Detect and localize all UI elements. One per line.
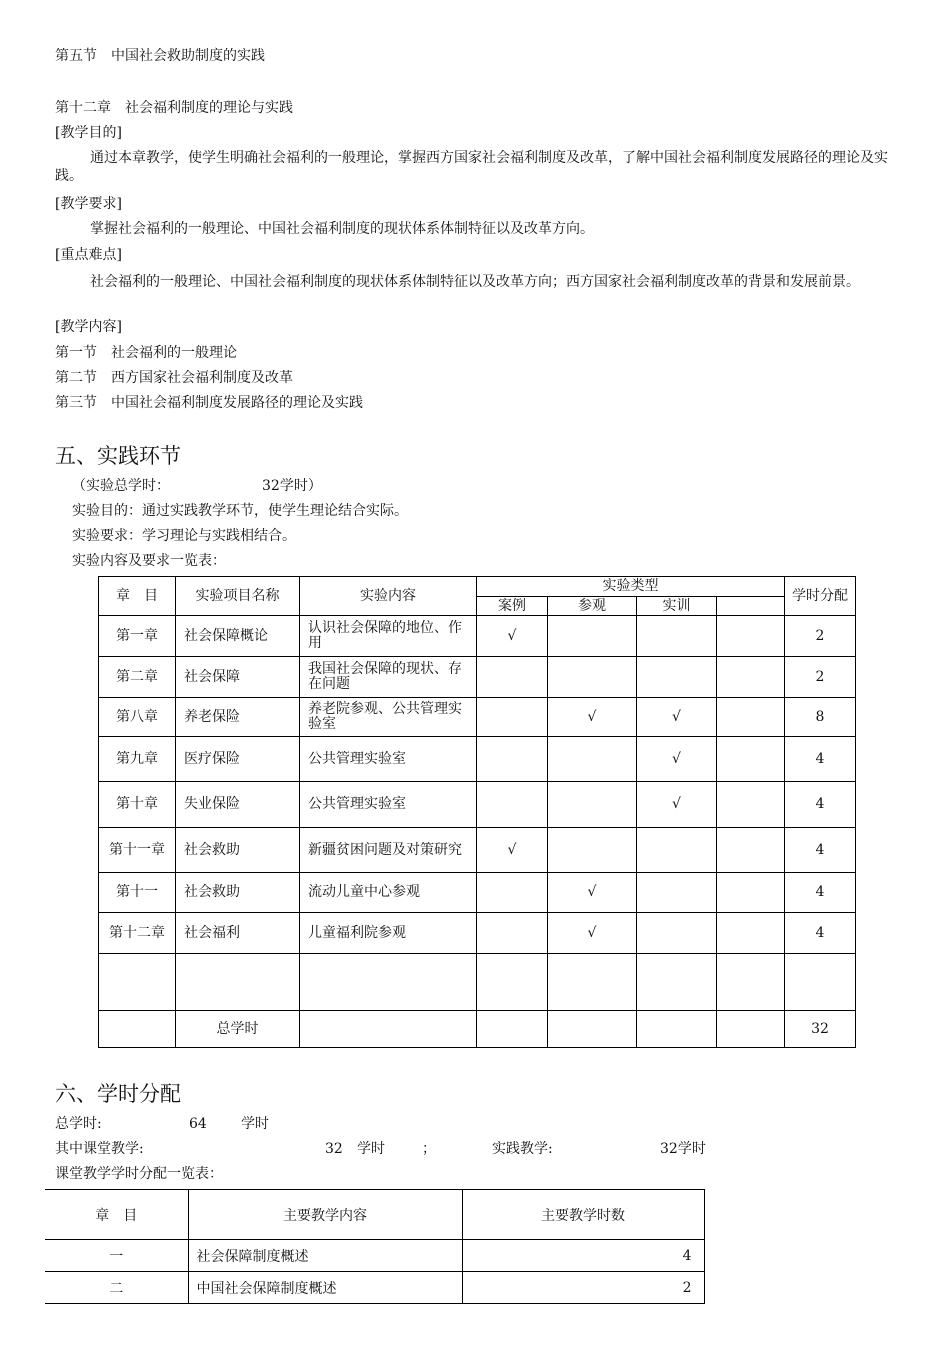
class-list-label: 课堂教学学时分配一览表： [55, 1166, 223, 1182]
table-row [99, 873, 856, 913]
row-project: 社会保障概论 [176, 616, 300, 657]
row-content: 养老院参观、公共管理实验室 [300, 698, 477, 737]
practice-total-value: 32学时） [262, 478, 322, 494]
row-visit-mark: √ [548, 698, 637, 737]
class-header-hours: 主要教学时数 [462, 1190, 704, 1240]
practice-purpose: 实验目的：通过实践教学环节，使学生理论结合实际。 [72, 503, 408, 519]
row-chapter: 第八章 [99, 698, 176, 737]
table-row [99, 657, 856, 698]
class-header-content: 主要教学内容 [188, 1190, 462, 1240]
header-type: 实验类型 [477, 577, 785, 597]
class-hours-label: 其中课堂教学: [55, 1141, 144, 1157]
row-train-mark [637, 657, 717, 698]
row-hours: 2 [785, 616, 856, 657]
row-empty-type [717, 828, 785, 873]
hours-heading: 六、学时分配 [55, 1082, 181, 1106]
content-label: [教学内容] [55, 319, 122, 335]
header-empty [717, 597, 785, 616]
class-row-chapter: 一 [45, 1240, 188, 1272]
row-hours: 4 [785, 782, 856, 828]
hours-total-label: 总学时: [55, 1116, 102, 1132]
row-content: 公共管理实验室 [300, 737, 477, 782]
class-header-chapter: 章 目 [45, 1190, 188, 1240]
row-empty-type [717, 873, 785, 913]
row-case-mark [477, 782, 548, 828]
row-empty-type [717, 698, 785, 737]
row-visit-mark [548, 616, 637, 657]
row-visit-mark [548, 782, 637, 828]
section-3-line: 第三节 中国社会福利制度发展路径的理论及实践 [55, 395, 363, 411]
row-train-mark: √ [637, 782, 717, 828]
table-row-blank [99, 954, 856, 1011]
row-chapter: 第十二章 [99, 913, 176, 954]
row-visit-mark: √ [548, 873, 637, 913]
row-train-mark [637, 913, 717, 954]
class-row-hours: 4 [462, 1240, 704, 1272]
header-hours: 学时分配 [785, 577, 856, 616]
row-hours: 4 [785, 913, 856, 954]
row-project: 社会救助 [176, 873, 300, 913]
class-row-hours: 2 [462, 1272, 704, 1304]
requirement-text: 掌握社会福利的一般理论、中国社会福利制度的现状体系体制特征以及改革方向。 [90, 221, 594, 237]
row-empty-type [717, 782, 785, 828]
class-row-content: 中国社会保障制度概述 [188, 1272, 462, 1304]
row-empty-type [717, 657, 785, 698]
row-visit-mark: √ [548, 913, 637, 954]
practice-total-label: （实验总学时： [72, 478, 170, 494]
table-row [45, 1240, 704, 1272]
row-content: 公共管理实验室 [300, 782, 477, 828]
table-row [99, 828, 856, 873]
row-content: 儿童福利院参观 [300, 913, 477, 954]
class-hours-value: 32 [325, 1141, 343, 1157]
row-hours: 4 [785, 737, 856, 782]
row-chapter: 第九章 [99, 737, 176, 782]
chapter-12-title: 第十二章 社会福利制度的理论与实践 [55, 100, 293, 116]
key-points-text: 社会福利的一般理论、中国社会福利制度的现状体系体制特征以及改革方向；西方国家社会福利制度改革的背景和发展前景。 [90, 274, 860, 290]
row-chapter: 第十章 [99, 782, 176, 828]
row-project: 医疗保险 [176, 737, 300, 782]
section-2-line: 第二节 西方国家社会福利制度及改革 [55, 370, 293, 386]
row-case-mark [477, 737, 548, 782]
row-chapter: 第十一章 [99, 828, 176, 873]
header-content: 实验内容 [300, 577, 477, 616]
total-label: 总学时 [176, 1011, 300, 1048]
table-row [99, 737, 856, 782]
practice-table [98, 576, 856, 1048]
row-case-mark [477, 657, 548, 698]
table-row [99, 698, 856, 737]
row-hours: 4 [785, 828, 856, 873]
row-train-mark [637, 616, 717, 657]
section-5-line: 第五节 中国社会救助制度的实践 [55, 48, 265, 64]
row-train-mark: √ [637, 737, 717, 782]
row-project: 社会保障 [176, 657, 300, 698]
practice-hours-label: 实践教学: [492, 1141, 553, 1157]
requirement-label: [教学要求] [55, 196, 122, 212]
hours-total-value: 64 [189, 1116, 207, 1132]
table-row [45, 1272, 704, 1304]
total-hours: 32 [785, 1011, 856, 1048]
row-chapter: 第二章 [99, 657, 176, 698]
header-visit: 参观 [548, 597, 637, 616]
row-visit-mark [548, 657, 637, 698]
header-chapter: 章 目 [99, 577, 176, 616]
hours-separator: ； [422, 1141, 436, 1157]
row-empty-type [717, 616, 785, 657]
row-content: 新疆贫困问题及对策研究 [300, 828, 477, 873]
header-case: 案例 [477, 597, 548, 616]
row-train-mark [637, 873, 717, 913]
class-hours-table [45, 1189, 705, 1304]
row-content: 我国社会保障的现状、存在问题 [300, 657, 477, 698]
row-case-mark: √ [477, 828, 548, 873]
class-hours-unit: 学时 [357, 1141, 385, 1157]
row-hours: 8 [785, 698, 856, 737]
class-row-content: 社会保障制度概述 [188, 1240, 462, 1272]
hours-total-unit: 学时 [241, 1116, 269, 1132]
header-project: 实验项目名称 [176, 577, 300, 616]
row-train-mark: √ [637, 698, 717, 737]
header-train: 实训 [637, 597, 717, 616]
row-empty-type [717, 913, 785, 954]
row-case-mark: √ [477, 616, 548, 657]
table-row [99, 913, 856, 954]
practice-heading: 五、实践环节 [55, 444, 181, 468]
row-visit-mark [548, 737, 637, 782]
row-chapter: 第十一 [99, 873, 176, 913]
table-row [99, 782, 856, 828]
row-empty-type [717, 737, 785, 782]
row-case-mark [477, 913, 548, 954]
row-hours: 2 [785, 657, 856, 698]
row-project: 社会福利 [176, 913, 300, 954]
row-project: 失业保险 [176, 782, 300, 828]
row-content: 认识社会保障的地位、作用 [300, 616, 477, 657]
practice-list-label: 实验内容及要求一览表： [72, 553, 226, 569]
class-row-chapter: 二 [45, 1272, 188, 1304]
practice-hours-value: 32学时 [660, 1141, 706, 1157]
row-case-mark [477, 873, 548, 913]
row-project: 社会救助 [176, 828, 300, 873]
row-chapter: 第一章 [99, 616, 176, 657]
goal-text: 通过本章教学，使学生明确社会福利的一般理论，掌握西方国家社会福利制度及改革，了解中国社会福利制度发展路径的理论及实践。 [55, 150, 888, 184]
row-project: 养老保险 [176, 698, 300, 737]
key-points-label: [重点难点] [55, 247, 122, 263]
row-visit-mark [548, 828, 637, 873]
row-content: 流动儿童中心参观 [300, 873, 477, 913]
goal-label: [教学目的] [55, 125, 122, 141]
row-train-mark [637, 828, 717, 873]
row-hours: 4 [785, 873, 856, 913]
practice-requirement: 实验要求：学习理论与实践相结合。 [72, 528, 296, 544]
table-row-total [99, 1011, 856, 1048]
table-row [99, 616, 856, 657]
row-case-mark [477, 698, 548, 737]
section-1-line: 第一节 社会福利的一般理论 [55, 345, 237, 361]
